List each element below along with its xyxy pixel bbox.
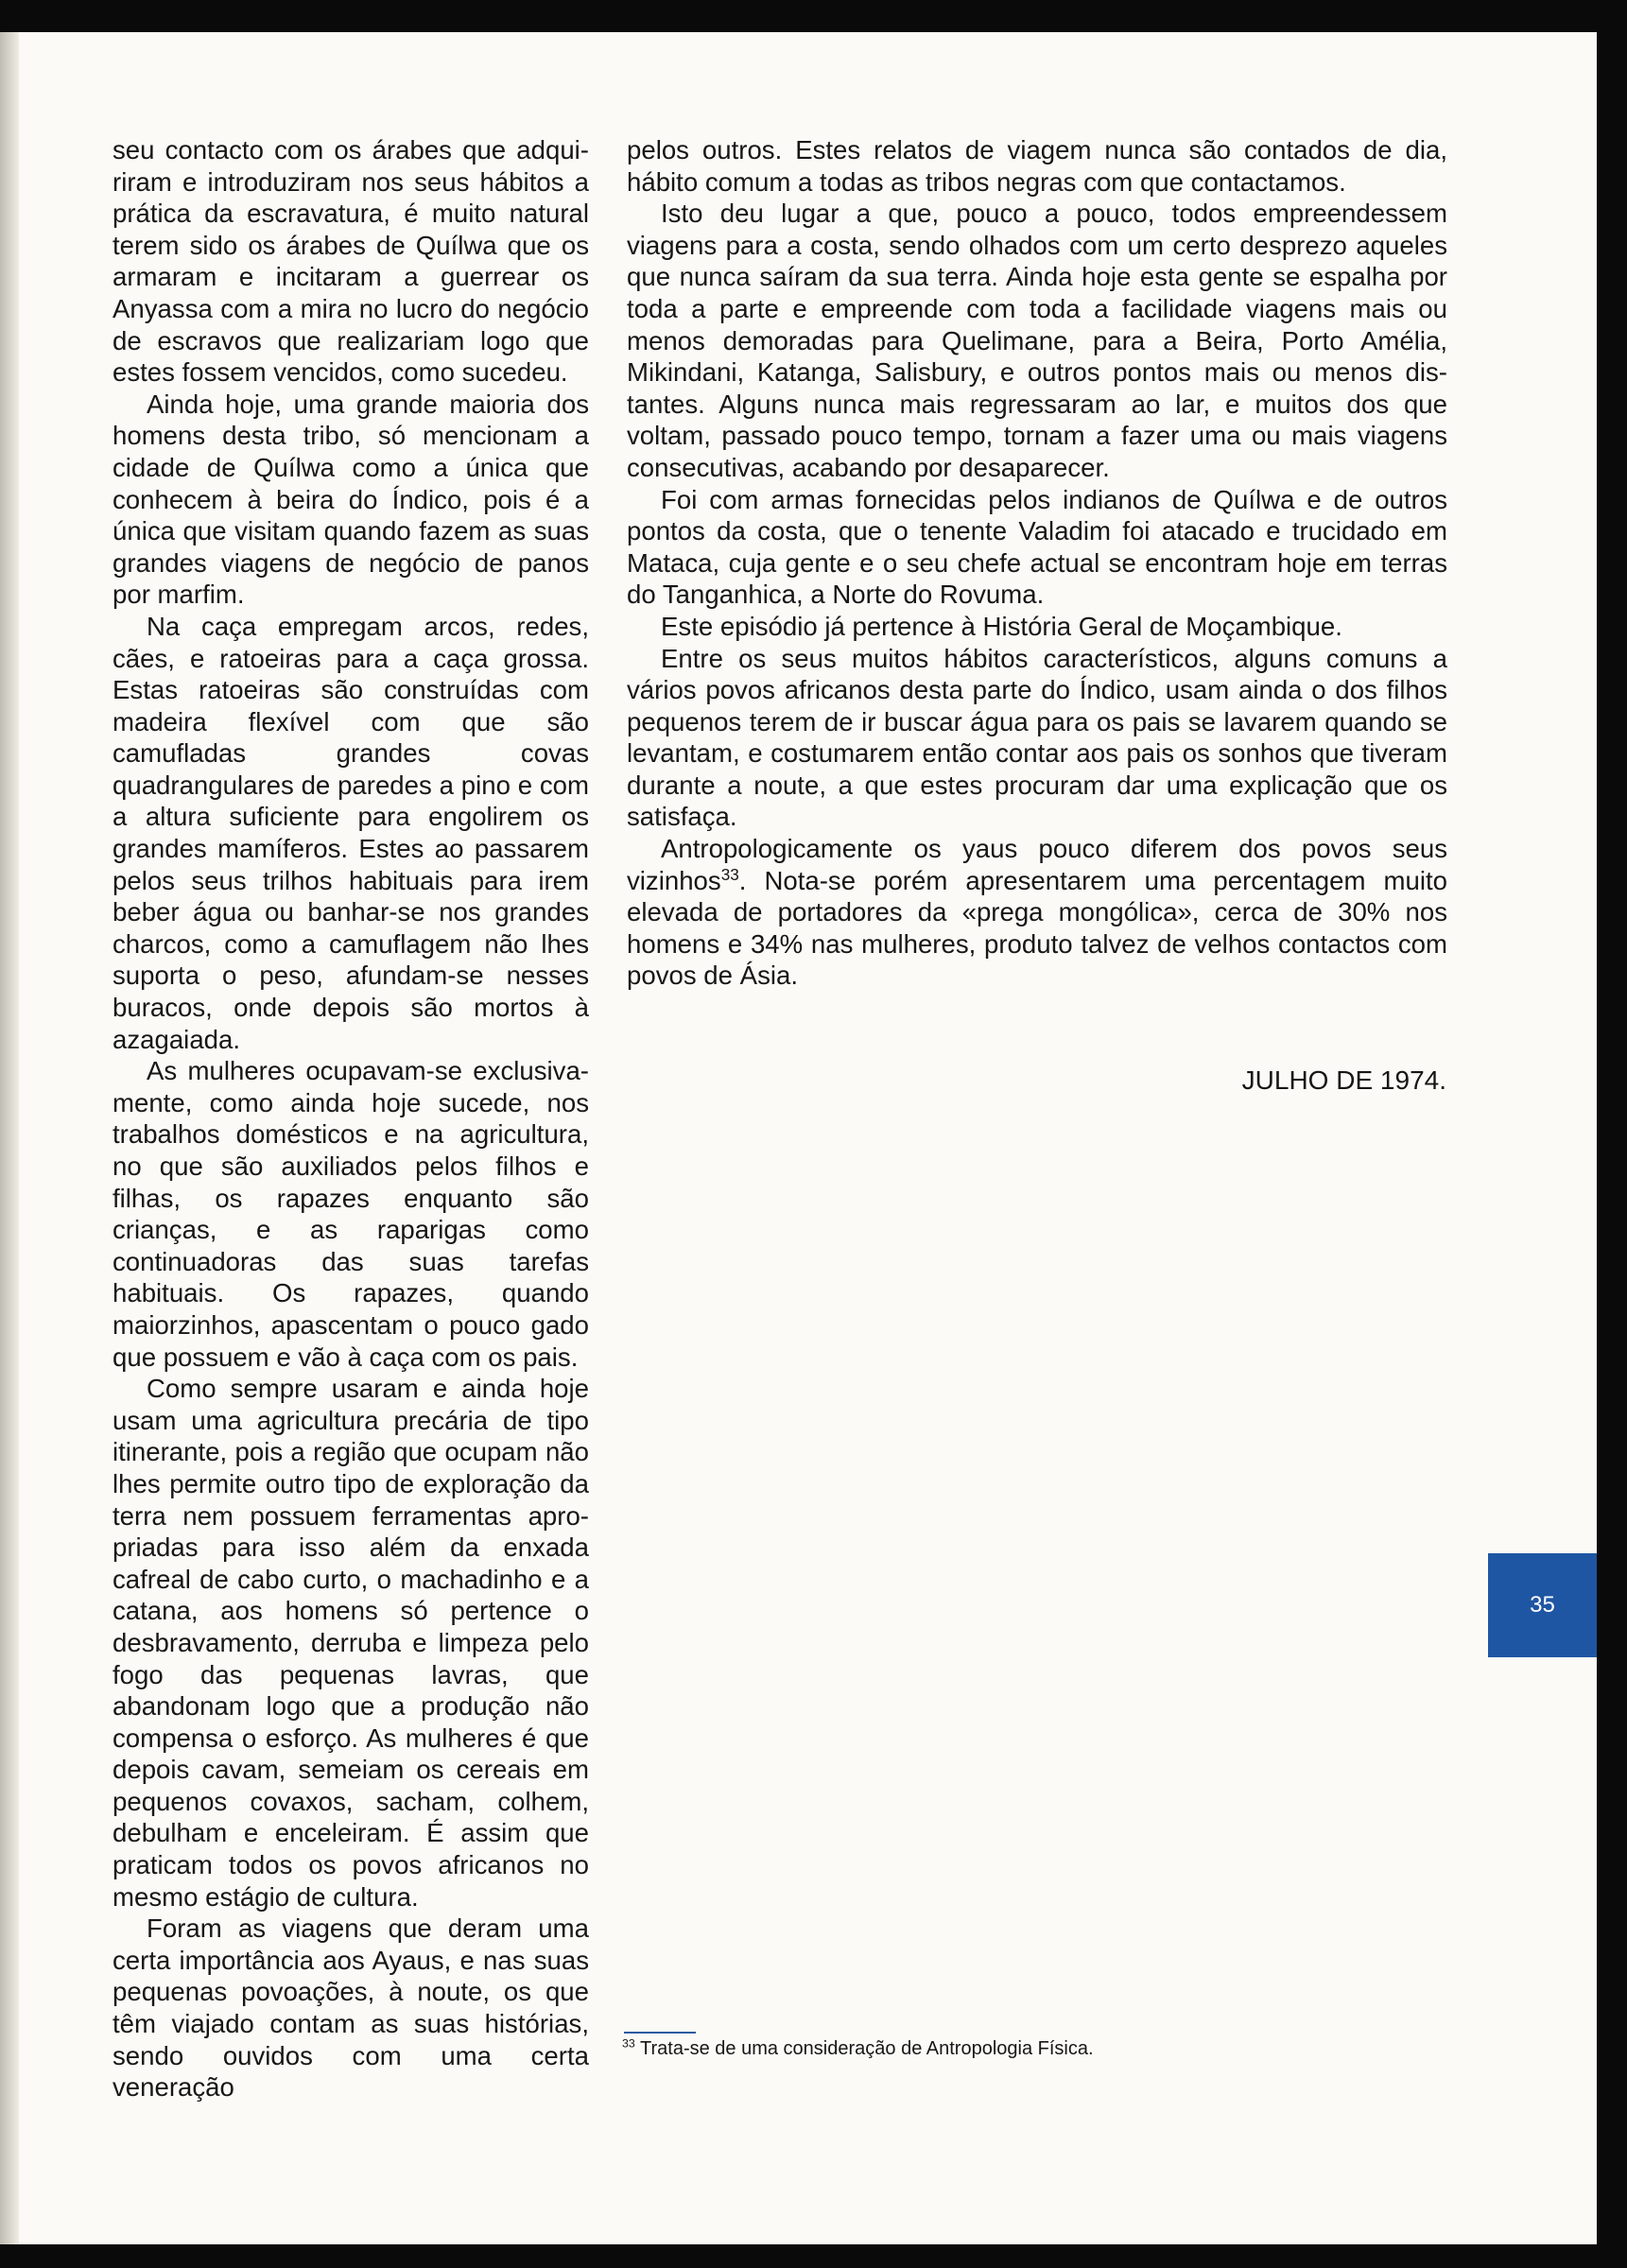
binding-edge [0, 32, 19, 2244]
right-column [627, 134, 1447, 992]
paragraph: Isto deu lugar a que, pouco a pouco, todos empreendessem viagens para a costa, sendo olhados com um certo desprezo aqueles que nunca saíram da sua terra. Ainda hoje esta gente se espalha por toda a parte e empreende com toda a facilidade viagens mais ou menos demoradas para Quelimane, para a Beira, Porto Amélia, Mikindani, Katanga, Salisbury, e outros pontos mais ou menos distantes. Alguns nunca mais regressaram ao lar, e muitos dos que voltam, passado pouco tempo, tornam a fazer uma ou mais viagens consecutivas, acabando por desaparecer. [627, 199, 1447, 482]
paragraph: Na caça empregam arcos, redes, cães, e ratoeiras para a caça grossa. Estas ratoeiras são construídas com madeira flexível com que são camufladas grandes covas quadrangulares de paredes a pino e com a altura suficiente para engolirem os grandes mamíferos. Estes ao passarem pelos seus trilhos habituais para irem beber água ou banhar-se nos grandes charcos, como a camuflagem não lhes suporta o peso, afundam-se nesses buracos, onde depois são mortos à azagaiada. [113, 611, 589, 1054]
paragraph-anthropology [627, 833, 1447, 992]
footnote-text: Trata-se de uma consideração de Antropologia Física. [640, 2038, 1094, 2059]
paragraph: As mulheres ocupavam-se exclusivamente, como ainda hoje sucede, nos trabalhos domésticos e na agricultura, no que são auxiliados pelos filhos e filhas, os rapazes enquanto são crianças, e as raparigas como continuadoras das suas tarefas habituais. Os rapazes, quando maiorzinhos, apascentam o pouco gado que possuem e vão à caça com os pais. [113, 1056, 589, 1372]
paragraph: Entre os seus muitos hábitos característicos, alguns comuns a vários povos africanos desta parte do Índico, usam ainda o dos filhos pequenos terem de ir buscar água para os pais se lavarem quando se levantam, e costumarem então contar aos pais os sonhos que tiveram durante a noute, a que estes procuram dar uma explicação que os satisfaça. [627, 643, 1447, 832]
page [0, 32, 1597, 2244]
footnote [622, 2036, 1378, 2061]
paragraph: seu contacto com os árabes que adquiriram e introduziram nos seus hábitos a prática da escravatura, é muito natural terem sido os árabes de Quílwa que os armaram e incitaram a guerrear os Anyassa com a mira no lucro do negócio de escravos que realizariam logo que estes fossem vencidos, como sucedeu. [113, 135, 589, 388]
footnote-rule [624, 2032, 696, 2034]
paragraph: Foi com armas fornecidas pelos indianos de Quílwa e de outros pontos da costa, que o tenente Valadim foi atacado e trucidado em Mataca, cuja gente e o seu chefe actual se encontram hoje em terras do Tanganhica, a Norte do Rovuma. [627, 484, 1447, 610]
footnote-reference: 33 [720, 865, 739, 884]
paragraph: Este episódio já pertence à História Geral de Moçambique. [661, 611, 1342, 641]
date-signoff: JULHO DE 1974. [1241, 1065, 1446, 1095]
paragraph: Como sempre usaram e ainda hoje usam uma agricultura precária de tipo itinerante, pois a região que ocupam não lhes permite outro tipo de exploração da terra nem possuem ferramentas apropriadas para isso além da enxada cafreal de cabo curto, o machadinho e a catana, aos homens só pertence o desbravamento, derruba e limpeza pelo fogo das pequenas lavras, que abandonam logo que a produção não compensa o esforço. As mulheres é que depois cavam, semeiam os cereais em pequenos covaxos, sacham, colhem, debulham e enceleiram. É assim que praticam todos os povos africanos no mesmo estágio de cultura. [113, 1374, 589, 1912]
anthropology-text-end: . Nota-se porém apresentarem uma percentagem muito elevada de portadores da «prega mongólica», cerca de 30% nos homens e 34% nas mulheres, produto talvez de velhos contactos com povos de Ásia. [627, 865, 1447, 991]
footnote-number: 33 [622, 2036, 635, 2051]
paragraph: Foram as viagens que deram uma certa importância aos Ayaus, e nas suas pequenas povoações, à noute, os que têm viajado contam as suas histórias, sendo ouvidos com uma certa veneração [113, 1913, 589, 2103]
left-column [113, 134, 589, 2104]
anthropology-text-start: Antropologicamente os yaus pouco diferem dos povos seus vizinhos [627, 834, 1447, 895]
page-number-tab [1488, 1553, 1597, 1657]
page-number: 35 [1530, 1592, 1555, 1618]
paragraph: Ainda hoje, uma grande maioria dos homens desta tribo, só mencionam a cidade de Quílwa como a única que conhecem à beira do Índico, pois é a única que visitam quando fazem as suas grandes viagens de negócio de panos por marfim. [113, 389, 589, 610]
paragraph: pelos outros. Estes relatos de viagem nunca são contados de dia, hábito comum a todas as tribos negras com que contactamos. [627, 135, 1447, 197]
